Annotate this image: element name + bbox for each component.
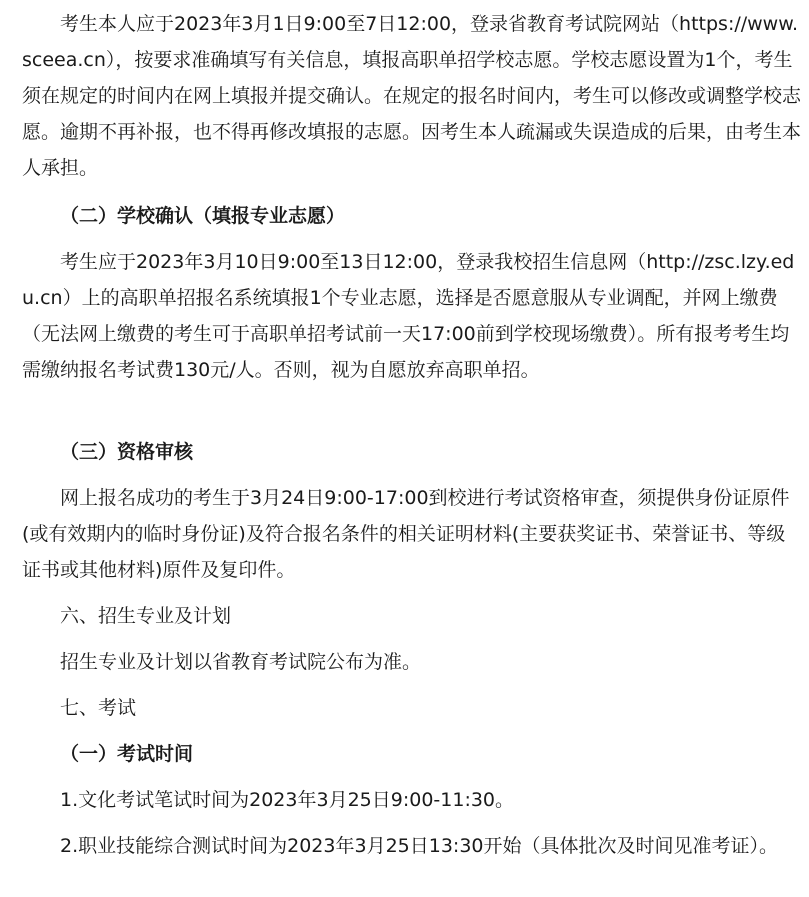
paragraph-school-application: 考生本人应于2023年3月1日9:00至7日12:00，登录省教育考试院网站（https://www.sceea.cn），按要求准确填写有关信息，填报高职单招学校志愿。学校志愿设置为1个，考生须在规定的时间内在网上填报并提交确认。在规定的报名时间内，考生可以修改或调整学校志愿。逾期不再补报，也不得再修改填报的志愿。因考生本人疏漏或失误造成的后果，由考生本人承担。 [22, 13, 802, 179]
heading-exam-time: （一）考试时间 [60, 743, 194, 765]
paragraph-skill-test-time: 2.职业技能综合测试时间为2023年3月25日13:30开始（具体批次及时间见准考证）。 [60, 835, 779, 857]
paragraph-culture-exam-time: 1.文化考试笔试时间为2023年3月25日9:00-11:30。 [60, 789, 515, 811]
paragraph-majors-plan: 招生专业及计划以省教育考试院公布为准。 [60, 651, 422, 673]
heading-qualification-review: （三）资格审核 [60, 441, 194, 463]
section-title-exam: 七、考试 [60, 697, 137, 719]
section-title-majors-plan: 六、招生专业及计划 [60, 605, 232, 627]
paragraph-qualification-review: 网上报名成功的考生于3月24日9:00-17:00到校进行考试资格审查，须提供身份证原件(或有效期内的临时身份证)及符合报名条件的相关证明材料(主要获奖证书、荣誉证书、等级证书或其他材料)原件及复印件。 [22, 487, 790, 581]
paragraph-major-application: 考生应于2023年3月10日9:00至13日12:00，登录我校招生信息网（http://zsc.lzy.edu.cn）上的高职单招报名系统填报1个专业志愿，选择是否愿意服从专业调配，并网上缴费（无法网上缴费的考生可于高职单招考试前一天17:00前到学校现场缴费）。所有报考考生均需缴纳报名考试费130元/人。否则，视为自愿放弃高职单招。 [22, 251, 795, 381]
heading-school-confirmation: （二）学校确认（填报专业志愿） [60, 205, 346, 227]
